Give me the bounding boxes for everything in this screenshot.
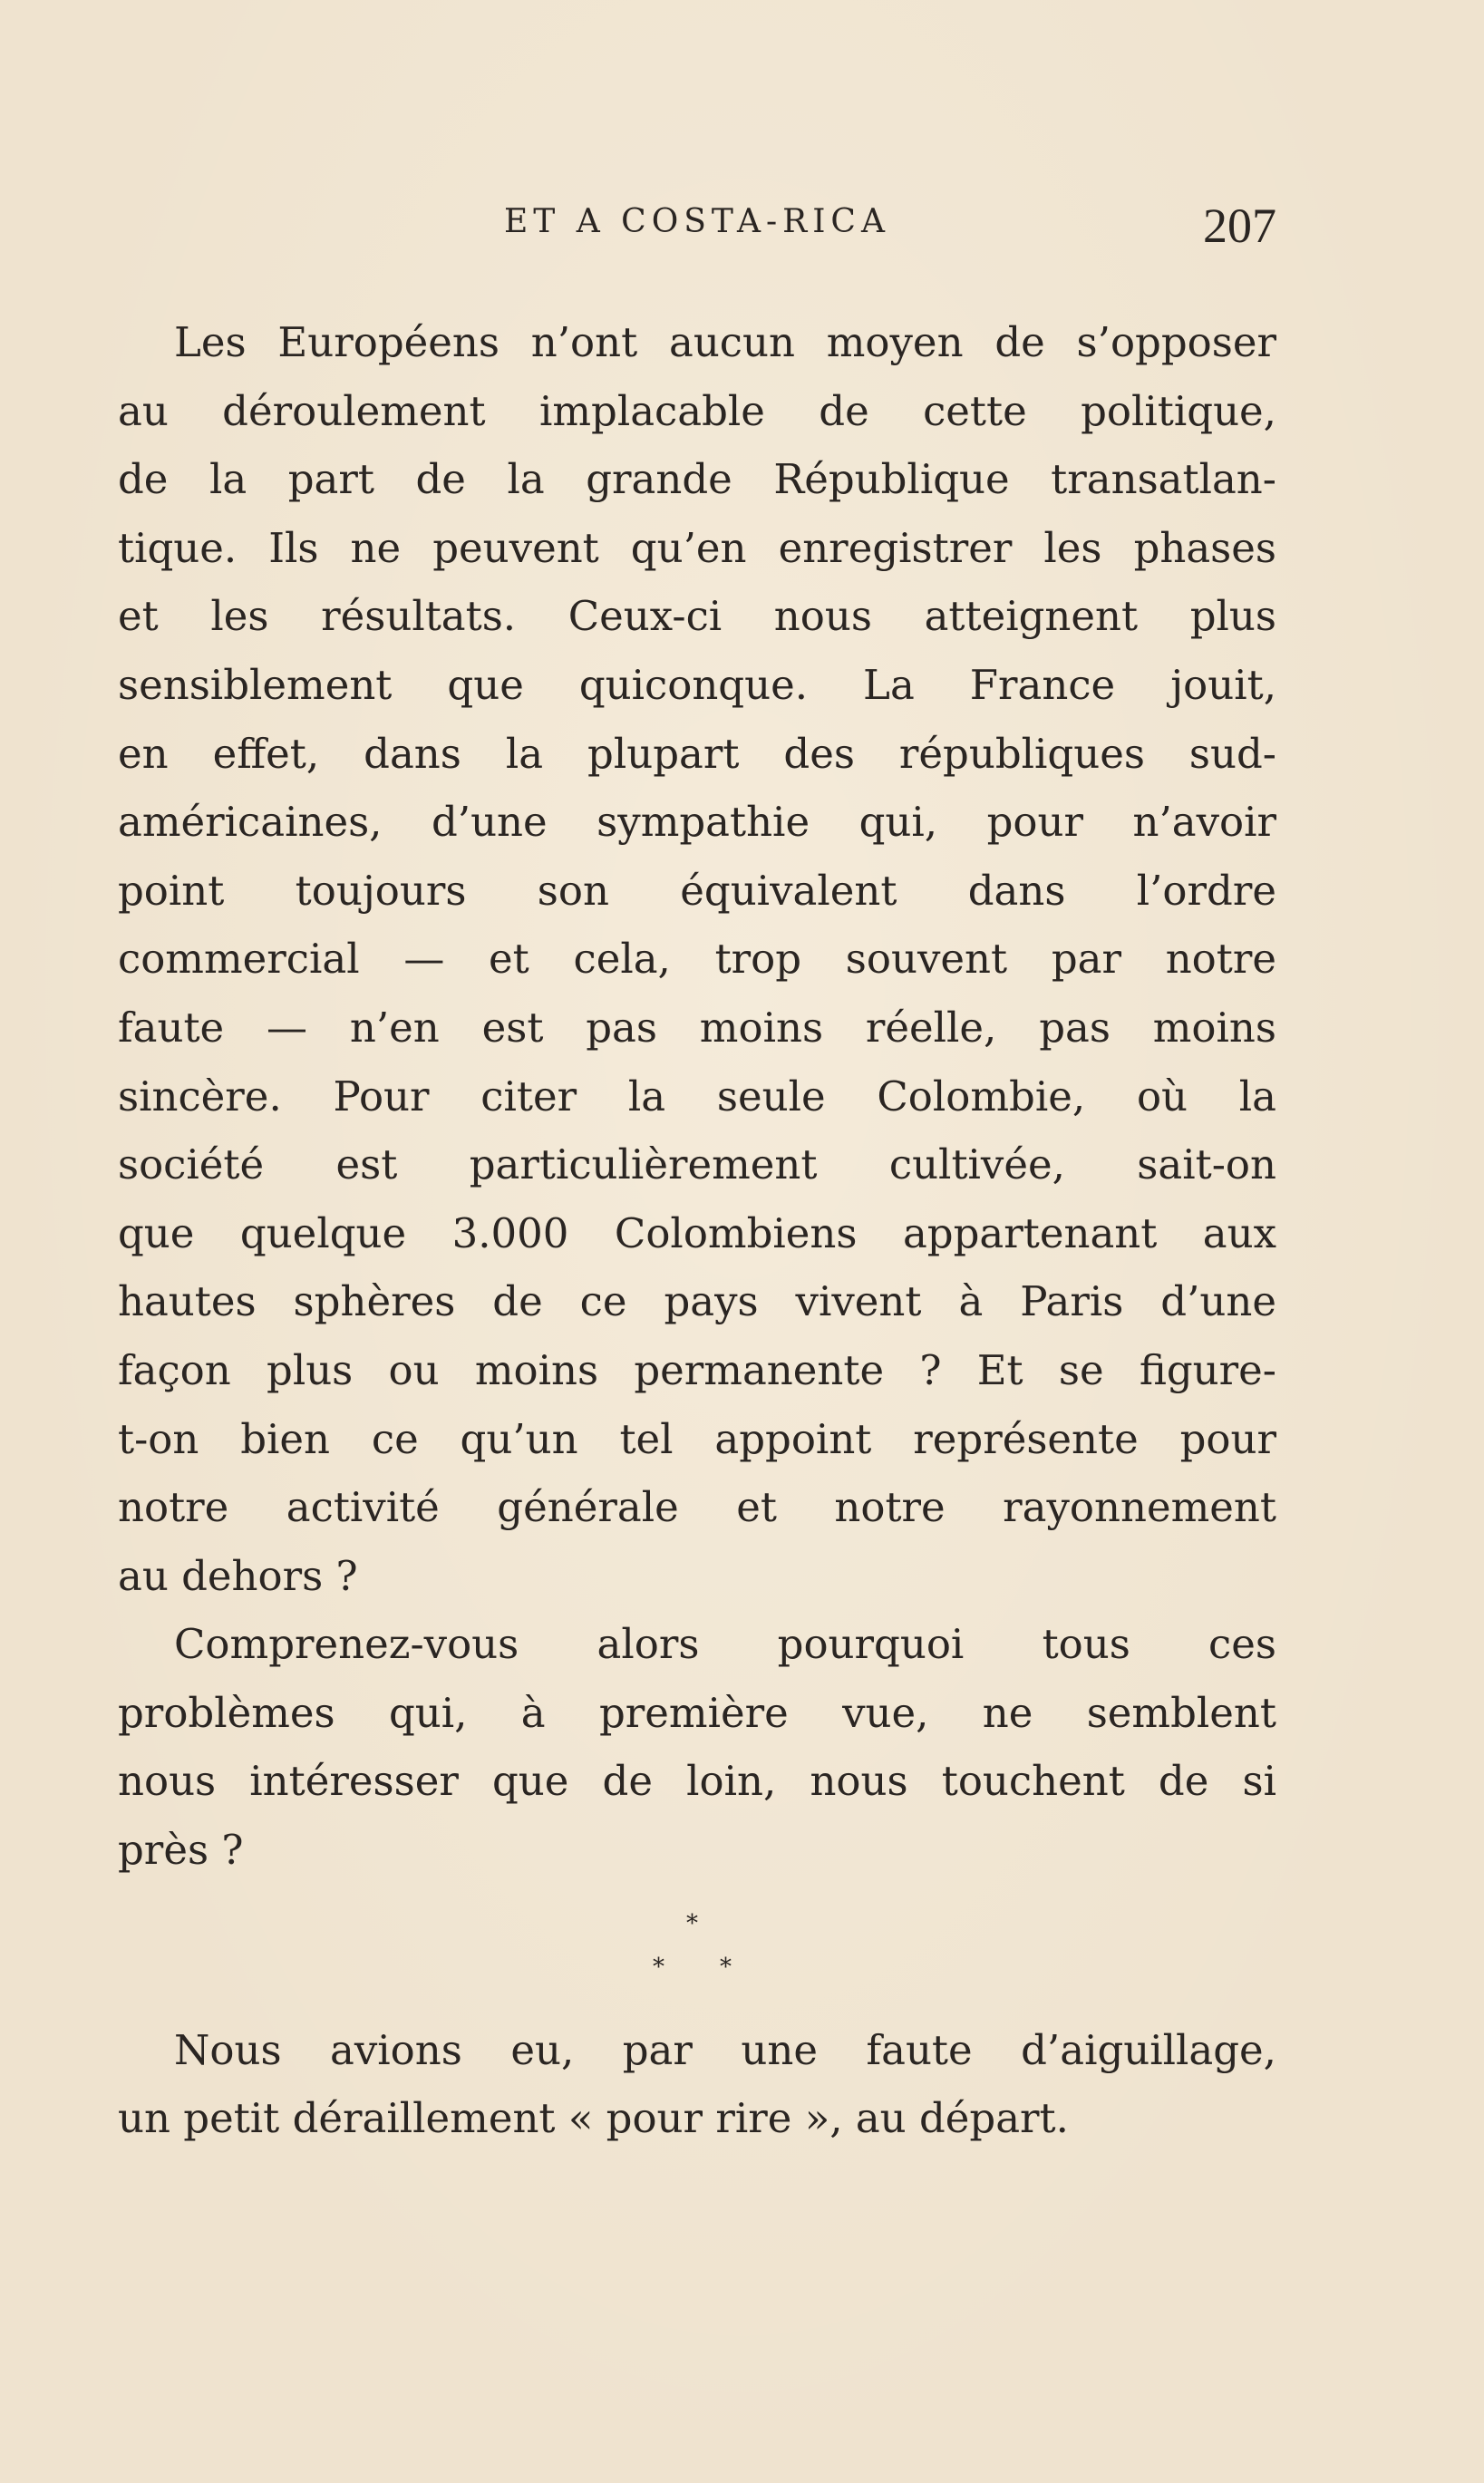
text-line: Nous avions eu, par une faute d’aiguillage, [174, 2025, 1276, 2074]
text-line: près ? [118, 1826, 244, 1875]
text-line: en effet, dans la plupart des républiques sud- [118, 729, 1276, 778]
text-line: faute — n’en est pas moins réelle, pas moins [118, 1003, 1276, 1052]
text-line: société est particulièrement cultivée, sait-on [118, 1140, 1276, 1189]
text-line: un petit déraillement « pour rire », au départ. [118, 2094, 1069, 2143]
text-line: tique. Ils ne peuvent qu’en enregistrer les phases [118, 523, 1276, 572]
paragraph [118, 2016, 1276, 2153]
section-break-asterism [118, 1885, 1276, 2016]
text-line: commercial — et cela, trop souvent par notre [118, 935, 1276, 984]
text-line: façon plus ou moins permanente ? Et se figure- [118, 1345, 1276, 1394]
text-line: sincère. Pour citer la seule Colombie, où la [118, 1072, 1276, 1120]
page-number: 207 [1203, 199, 1276, 253]
text-line: de la part de la grande République transatlan- [118, 455, 1276, 504]
text-line: hautes sphères de ce pays vivent à Paris d’une [118, 1277, 1276, 1326]
text-line: problèmes qui, à première vue, ne semblent [118, 1688, 1276, 1737]
text-line: et les résultats. Ceux-ci nous atteignent plus [118, 592, 1276, 641]
text-line: Comprenez-vous alors pourquoi tous ces [174, 1620, 1276, 1669]
asterisk-ornament: * [720, 1953, 732, 1981]
text-body [118, 308, 1276, 2153]
text-line: américaines, d’une sympathie qui, pour n’avoir [118, 798, 1276, 847]
paragraph [118, 308, 1276, 1610]
text-line: sensiblement que quiconque. La France jouit, [118, 660, 1276, 709]
text-line: nous intéresser que de loin, nous touchent de si [118, 1757, 1276, 1806]
text-line: au dehors ? [118, 1551, 358, 1600]
text-line: Les Européens n’ont aucun moyen de s’opposer [174, 318, 1276, 366]
text-line: au déroulement implacable de cette politique, [118, 386, 1276, 435]
running-title: ET A COSTA-RICA [504, 203, 890, 240]
asterisk-ornament: * [653, 1953, 664, 1981]
asterisk-ornament: * [686, 1909, 698, 1937]
text-line: t-on bien ce qu’un tel appoint représente pour [118, 1414, 1276, 1463]
paragraph [118, 1610, 1276, 1884]
running-head [118, 198, 1276, 252]
text-line: que quelque 3.000 Colombiens appartenant aux [118, 1208, 1276, 1257]
text-line: notre activité générale et notre rayonnement [118, 1483, 1276, 1532]
text-line: point toujours son équivalent dans l’ordre [118, 866, 1276, 915]
